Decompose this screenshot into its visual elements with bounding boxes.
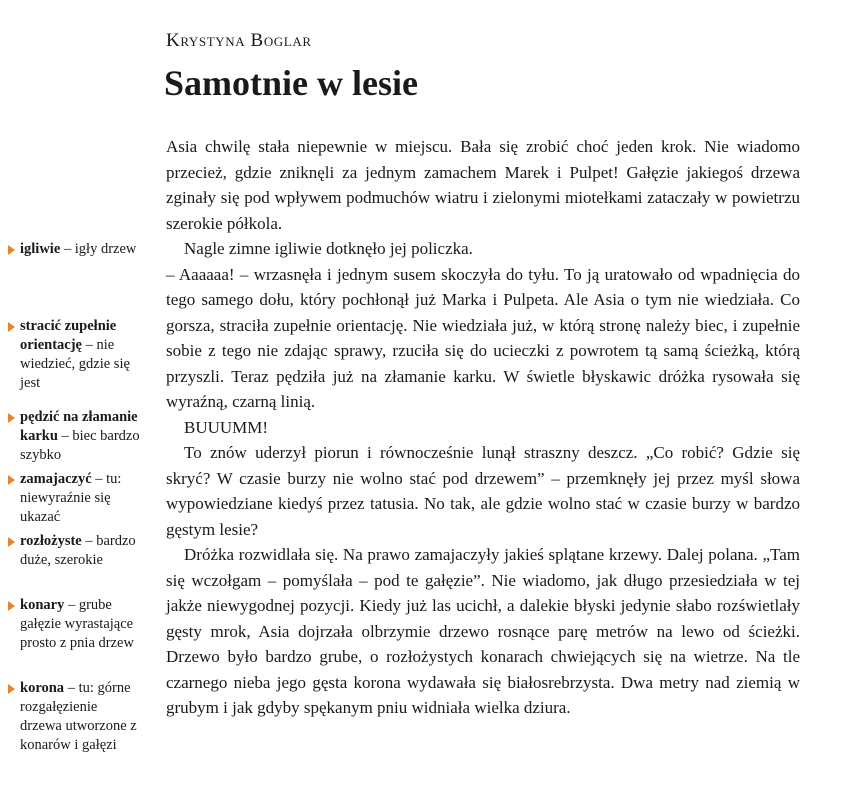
glossary-term: rozłożyste [20, 533, 82, 549]
bullet-marker-icon [8, 322, 15, 332]
glossary-definition: – tu: niewyraźnie się ukazać [20, 471, 122, 525]
glossary-definition: – igły drzew [60, 241, 137, 257]
glossary-item [6, 317, 140, 393]
glossary-term: konary [20, 597, 65, 613]
glossary-item [6, 240, 140, 259]
glossary-definition: – tu: górne rozgałęzienie drzewa utworzone z konarów i gałęzi [20, 680, 137, 753]
paragraph: To znów uderzył piorun i równocześnie lunął straszny deszcz. „Co robić? Gdzie się skryć? W czasie burzy nie wolno stać pod drzewem” – przemknęły jej przez myśl słowa wypowiedziane kiedyś przez tatusia. No tak, ale gdzie wolno stać w czasie burzy w bardzo gęstym lesie? [166, 443, 800, 539]
glossary-term: pędzić na złamanie karku [20, 409, 138, 444]
glossary-definition: – grube gałęzie wyrastające prosto z pnia drzew [20, 597, 134, 651]
bullet-marker-icon [8, 601, 15, 611]
bullet-marker-icon [8, 245, 15, 255]
paragraph: Asia chwilę stała niepewnie w miejscu. Bała się zrobić choć jeden krok. Nie wiadomo przecież, gdzie zniknęli za jednym zamachem Marek i Pulpet! Gałęzie jakiegoś drzewa zginały się pod wpływem podmuchów wiatru i zielonymi miotełkami zataczały w powietrzu szerokie półkola. [166, 137, 800, 233]
glossary-term: zamajaczyć [20, 471, 92, 487]
glossary-item [6, 470, 140, 527]
glossary-item [6, 532, 140, 570]
glossary-term: korona [20, 680, 65, 696]
glossary-item [6, 408, 140, 465]
bullet-marker-icon [8, 684, 15, 694]
glossary-definition: – bardzo duże, szerokie [20, 533, 136, 568]
paragraph: Nagle zimne igliwie dotknęło jej policzka. [184, 239, 473, 258]
page-title: Samotnie w lesie [164, 63, 418, 103]
author-name: Krystyna Boglar [166, 30, 312, 51]
glossary-definition: – biec bardzo szybko [20, 428, 140, 463]
glossary-item [6, 596, 140, 653]
story-text [166, 134, 800, 721]
glossary-term: igliwie [20, 241, 61, 257]
bullet-marker-icon [8, 537, 15, 547]
glossary-term: stracić zupełnie orientację [20, 318, 117, 353]
bullet-marker-icon [8, 475, 15, 485]
glossary-item [6, 679, 140, 755]
paragraph: Dróżka rozwidlała się. Na prawo zamajaczyły jakieś splątane krzewy. Dalej polana. „Tam się wczołgam – pomyślała – pod te gałęzie”. Nie wiadomo, jak długo przesiedziała w tej jakże niewygodnej pozycji. Kiedy już las ucichł, a dalekie błyski jedynie słabo rozświetlały gęsty mrok, Asia dojrzała olbrzymie drzewo rosnące parę metrów na lewo od ścieżki. Drzewo było bardzo grube, o rozłożystych konarach chwiejących się na wietrze. Na tle czarnego nieba jego gęsta korona wydawała się białosrebrzysta. Dwa metry nad ziemią w grubym i jak gdyby spękanym pniu widniała wielka dziura. [166, 545, 800, 717]
paragraph: BUUUMM! [184, 417, 269, 437]
bullet-marker-icon [8, 413, 15, 423]
glossary-definition: – nie wiedzieć, gdzie się jest [20, 337, 130, 391]
paragraph: – Aaaaaa! – wrzasnęła i jednym susem skoczyła do tyłu. To ją uratowało od wpadnięcia do tego samego dołu, który pochłonął już Marka i Pulpeta. Ale Asia o tym nie wiedziała. Co gorsza, straciła zupełnie orientację. Nie wiedziała już, w którą stronę należy biec, i zupełnie sobie z tego nie zdając sprawy, rzuciła się do ucieczki z powrotem tą samą ścieżką, którą przyszli. Teraz pędziła już na złamanie karku. W świetle błyskawic dróżka rysowała się wyraźną, czarną linią. [166, 264, 800, 411]
